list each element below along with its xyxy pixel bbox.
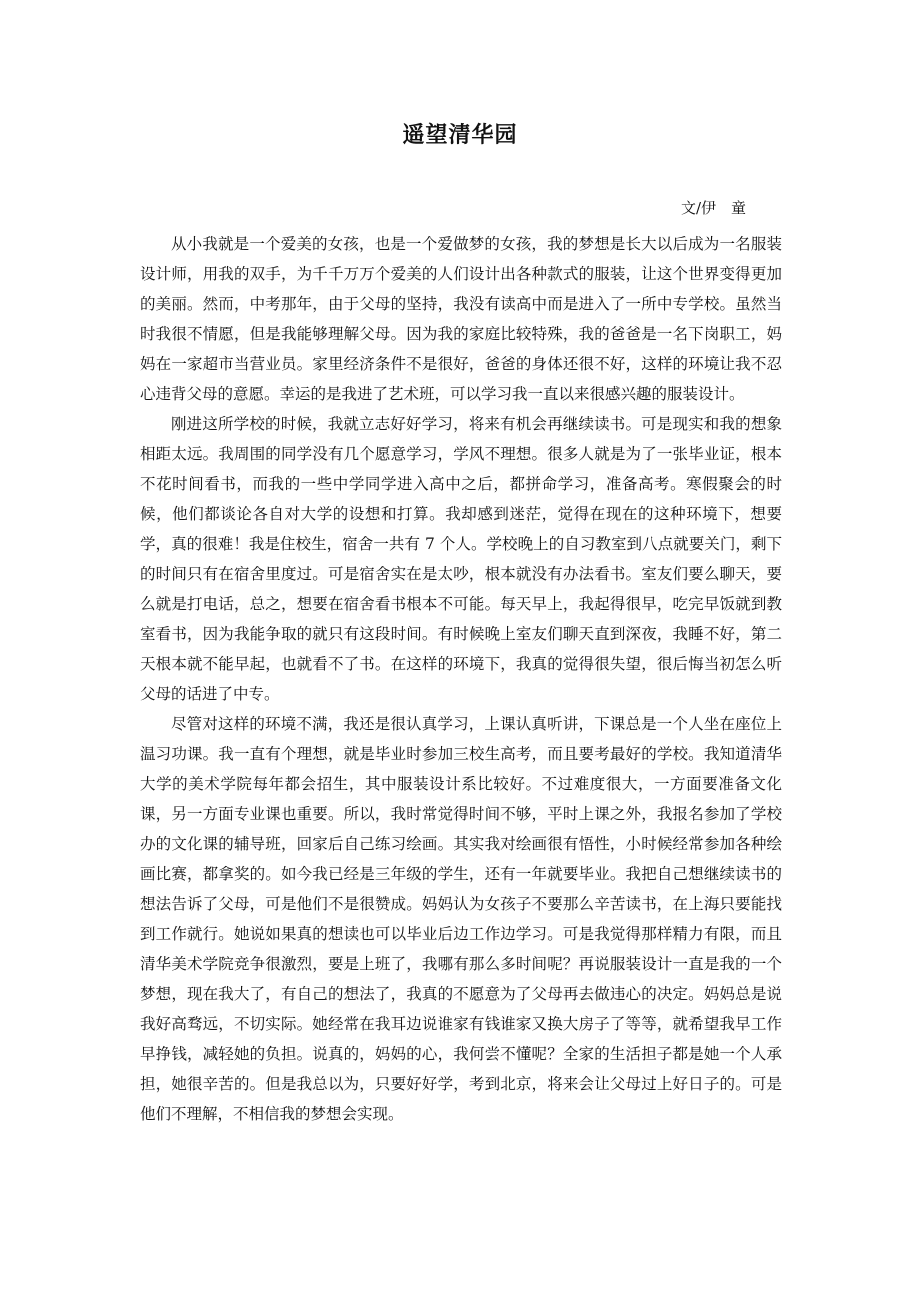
article-body — [140, 229, 782, 1129]
paragraph-2: 刚进这所学校的时候，我就立志好好学习，将来有机会再继续读书。可是现实和我的想象相距太远。我周围的同学没有几个愿意学习，学风不理想。很多人就是为了一张毕业证，根本不花时间看书，而我的一些中学同学进入高中之后，都拼命学习，准备高考。寒假聚会的时候，他们都谈论各自对大学的设想和打算。我却感到迷茫，觉得在现在的这种环境下，想要学，真的很难！我是住校生，宿舍一共有 7 个人。学校晚上的自习教室到八点就要关门，剩下的时间只有在宿舍里度过。可是宿舍实在是太吵，根本就没有办法看书。室友们要么聊天，要么就是打电话，总之，想要在宿舍看书根本不可能。每天早上，我起得很早，吃完早饭就到教室看书，因为我能争取的就只有这段时间。有时候晚上室友们聊天直到深夜，我睡不好，第二天根本就不能早起，也就看不了书。在这样的环境下，我真的觉得很失望，很后悔当初怎么听父母的话进了中专。 — [140, 415, 782, 703]
paragraph-1: 从小我就是一个爱美的女孩，也是一个爱做梦的女孩，我的梦想是长大以后成为一名服装设计师，用我的双手，为千千万万个爱美的人们设计出各种款式的服装，让这个世界变得更加的美丽。然而，中考那年，由于父母的坚持，我没有读高中而是进入了一所中专学校。虽然当时我很不情愿，但是我能够理解父母。因为我的家庭比较特殊，我的爸爸是一名下岗职工，妈妈在一家超市当营业员。家里经济条件不是很好，爸爸的身体还很不好，这样的环境让我不忍心违背父母的意愿。幸运的是我进了艺术班，可以学习我一直以来很感兴趣的服装设计。 — [140, 235, 782, 403]
article-author: 文/伊 童 — [680, 199, 746, 217]
paragraph-3: 尽管对这样的环境不满，我还是很认真学习，上课认真听讲，下课总是一个人坐在座位上温习功课。我一直有个理想，就是毕业时参加三校生高考，而且要考最好的学校。我知道清华大学的美术学院每年都会招生，其中服装设计系比较好。不过难度很大，一方面要准备文化课，另一方面专业课也重要。所以，我时常觉得时间不够，平时上课之外，我报名参加了学校办的文化课的辅导班，回家后自己练习绘画。其实我对绘画很有悟性，小时候经常参加各种绘画比赛，都拿奖的。如今我已经是三年级的学生，还有一年就要毕业。我把自己想继续读书的想法告诉了父母，可是他们不是很赞成。妈妈认为女孩子不要那么辛苦读书，在上海只要能找到工作就行。她说如果真的想读也可以毕业后边工作边学习。可是我觉得那样精力有限，而且清华美术学院竞争很激烈，要是上班了，我哪有那么多时间呢？再说服装设计一直是我的一个梦想，现在我大了，有自己的想法了，我真的不愿意为了父母再去做违心的决定。妈妈总是说我好高骛远，不切实际。她经常在我耳边说谁家有钱谁家又换大房子了等等，就希望我早工作早挣钱，减轻她的负担。说真的，妈妈的心，我何尝不懂呢？全家的生活担子都是她一个人承担，她很辛苦的。但是我总以为，只要好好学，考到北京，将来会让父母过上好日子的。可是他们不理解，不相信我的梦想会实现。 — [140, 715, 782, 1123]
article-title: 遥望清华园 — [402, 123, 518, 148]
